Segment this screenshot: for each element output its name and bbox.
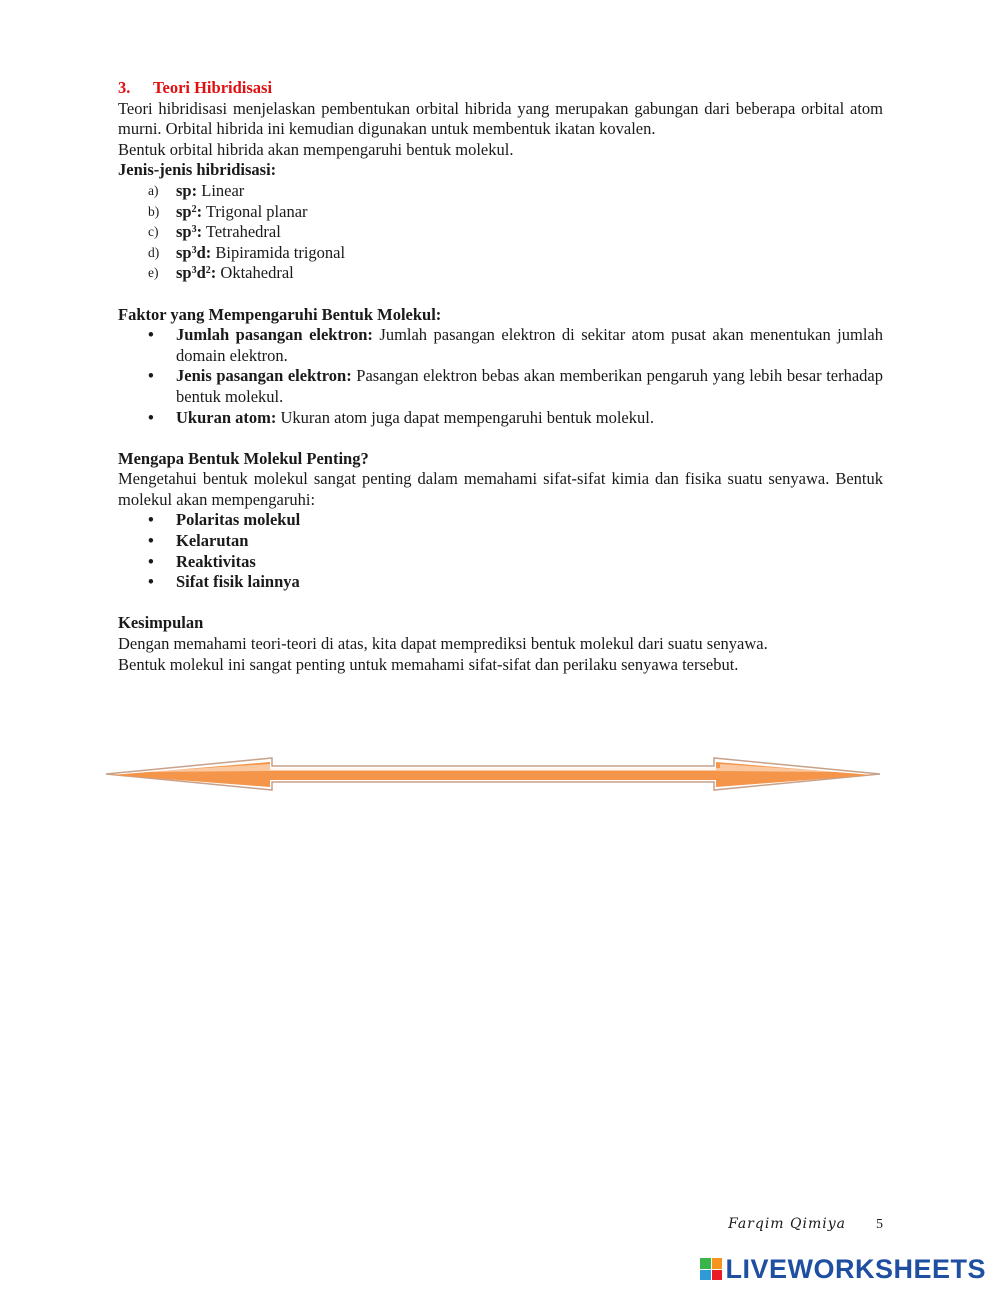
liveworksheets-brand[interactable] [700,1254,986,1284]
list-item: • Sifat fisik lainnya [148,572,883,593]
list-item: • Jenis pasangan elektron: Pasangan elektron bebas akan memberikan pengaruh yang lebih besar terhadap bentuk molekul. [148,366,883,407]
conclusion-line: Bentuk molekul ini sangat penting untuk memahami sifat-sifat dan perilaku senyawa tersebut. [118,654,739,674]
conclusion-heading: Kesimpulan [118,613,204,633]
hybrid-term: $sp^3d$: [176,242,212,262]
section-number: 3. [118,78,131,97]
factors-list [118,325,883,428]
list-item: d) $sp^3d$: Bipiramida trigonal [148,242,346,262]
importance-list [118,510,883,592]
document-body [118,78,883,675]
hybridization-list [118,181,883,284]
list-item: • Polaritas molekul [148,510,883,531]
hybrid-shape: Trigonal planar [202,201,308,221]
hybrid-term: $sp^3d^2$: [176,263,217,283]
section-title: Teori Hibridisasi [153,78,273,97]
list-item: b) $sp^2$: Trigonal planar [148,201,308,221]
page-footer [728,1216,883,1233]
hybrid-term: sp: [176,180,198,200]
list-item: • Jumlah pasangan elektron: Jumlah pasangan elektron di sekitar atom pusat akan menentukan jumlah domain elektron. [148,325,883,366]
liveworksheets-logo-icon [700,1258,722,1280]
hybrid-shape: Bipiramida trigonal [211,242,346,262]
factors-heading: Faktor yang Mempengaruhi Bentuk Molekul: [118,304,442,324]
footer-author: Farqim Qimiya [728,1216,846,1232]
conclusion-line: Dengan memahami teori-teori di atas, kita dapat memprediksi bentuk molekul dari suatu senyawa. [118,634,768,654]
list-item: e) $sp^3d^2$: Oktahedral [148,263,294,283]
hybrid-term: $sp^3$: [176,222,203,242]
page-number: 5 [876,1217,883,1232]
hybridization-heading: Jenis-jenis hibridisasi: [118,160,277,180]
list-item: c) $sp^3$: Tetrahedral [148,222,281,242]
list-item: • Ukuran atom: Ukuran atom juga dapat mempengaruhi bentuk molekul. [148,408,883,429]
hybrid-shape: Linear [197,180,245,200]
intro-paragraph: Teori hibridisasi menjelaskan pembentukan orbital hibrida yang merupakan gabungan dari beberapa orbital atom murni. Orbital hibrida ini kemudian digunakan untuk membentuk ikatan kovalen. [118,98,883,139]
list-item: a) sp: Linear [148,180,245,200]
hybrid-shape: Tetrahedral [202,222,281,242]
list-item: • Reaktivitas [148,552,883,573]
list-item: • Kelarutan [148,531,883,552]
hybrid-term: $sp^2$: [176,201,203,221]
double-arrow-divider [100,750,890,800]
importance-paragraph: Mengetahui bentuk molekul sangat penting dalam memahami sifat-sifat kimia dan fisika suatu senyawa. Bentuk molekul akan mempengaruhi: [118,469,883,509]
importance-heading: Mengapa Bentuk Molekul Penting? [118,448,369,468]
hybrid-shape: Oktahedral [216,263,294,283]
intro-paragraph-2: Bentuk orbital hibrida akan mempengaruhi bentuk molekul. [118,139,514,159]
brand-name: LIVEWORKSHEETS [725,1253,986,1284]
section-heading [118,78,883,99]
